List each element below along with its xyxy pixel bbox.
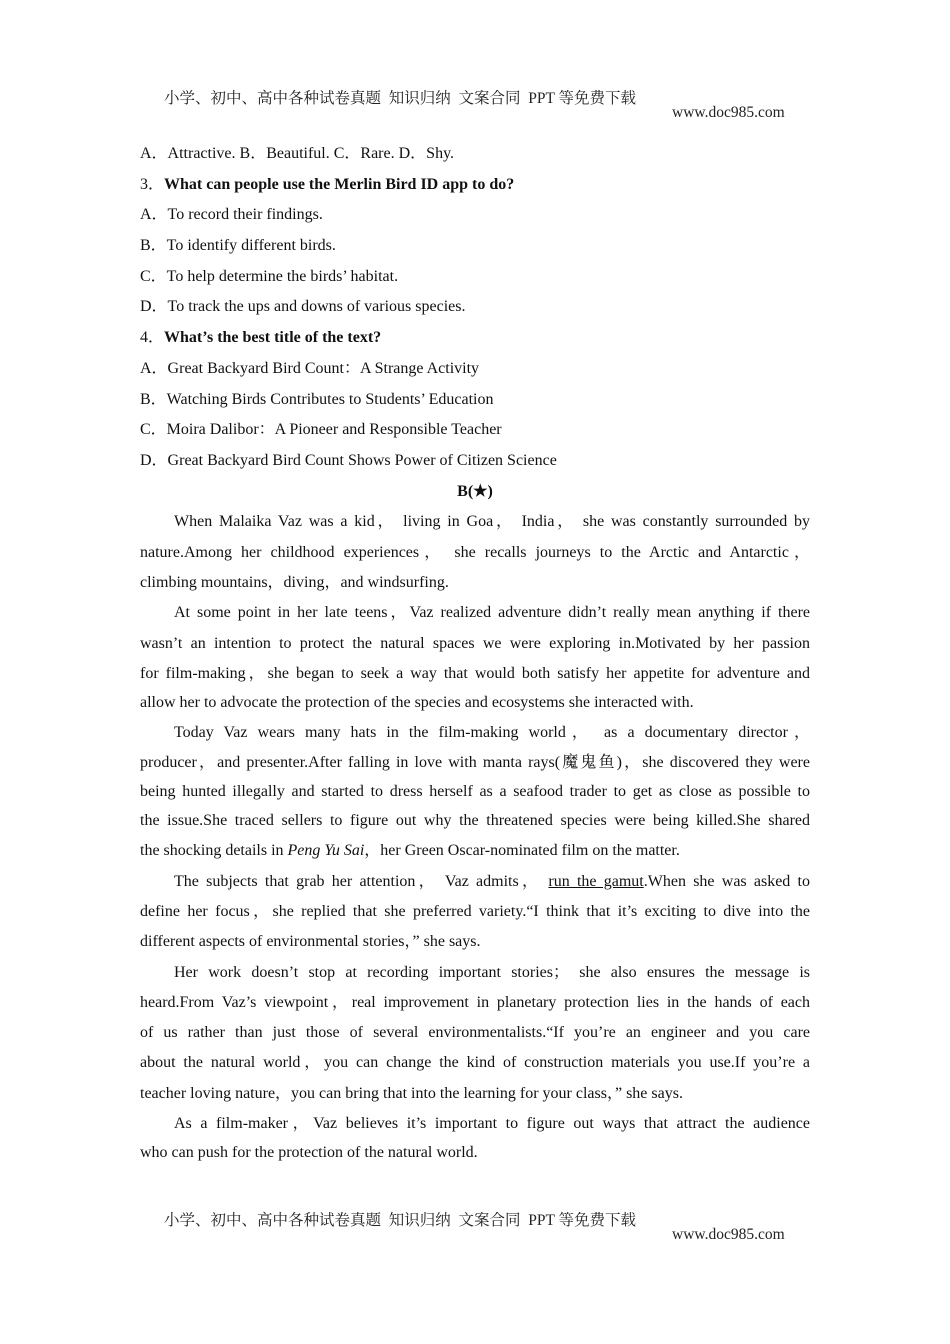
footer-url: www.doc985.com	[672, 1226, 785, 1243]
paragraph-line: about the natural world，you can change the kind of construction materials you use.If you’re a	[140, 1054, 810, 1071]
underlined-phrase: run the gamut	[548, 873, 644, 890]
paragraph-line: heard.From Vaz’s viewpoint，real improvement in planetary protection lies in the hands of each	[140, 994, 810, 1011]
q3-option-d: D．To track the ups and downs of various species.	[140, 298, 466, 315]
paragraph-line: At some point in her late teens，Vaz realized adventure didn’t really mean anything if there	[174, 604, 810, 621]
page-footer	[0, 1190, 950, 1244]
page-header	[0, 68, 950, 122]
paragraph-line: teacher loving nature，you can bring that into the learning for your class，” she says.	[140, 1085, 683, 1102]
paragraph-line: Her work doesn’t stop at recording important stories； she also ensures the message is	[174, 964, 810, 981]
paragraph-line: Today Vaz wears many hats in the film-making world， as a documentary director，	[174, 724, 810, 741]
paragraph-line: As a film-maker，Vaz believes it’s important to figure out ways that attract the audience	[174, 1115, 810, 1132]
paragraph-line: for film-making，she began to seek a way that would both satisfy her appetite for adventure and	[140, 665, 810, 682]
paragraph-line: When Malaika Vaz was a kid， living in Goa， India， she was constantly surrounded by	[174, 513, 810, 530]
paragraph-line: wasn’t an intention to protect the natural spaces we were exploring in.Motivated by her passion	[140, 635, 810, 652]
q3-option-b: B．To identify different birds.	[140, 237, 336, 254]
paragraph-line: producer，and presenter.After falling in love with manta rays(魔鬼鱼)，she discovered they were	[140, 754, 810, 771]
q2-options: A．Attractive. B．Beautiful. C．Rare. D．Shy.	[140, 145, 455, 162]
paragraph-line: nature.Among her childhood experiences， she recalls journeys to the Arctic and Antarctic，	[140, 544, 810, 561]
header-url: www.doc985.com	[672, 104, 785, 121]
paragraph-line: climbing mountains，diving，and windsurfing.	[140, 574, 449, 591]
paragraph-line: the issue.She traced sellers to figure out why the threatened species were being killed.She shared	[140, 812, 810, 829]
question-3	[140, 175, 810, 195]
q4-option-b: B．Watching Birds Contributes to Students’ Education	[140, 391, 494, 408]
paragraph-line: who can push for the protection of the natural world.	[140, 1144, 478, 1161]
q3-option-a: A．To record their findings.	[140, 206, 323, 223]
footer-text: 小学、初中、高中各种试卷真题 知识归纳 文案合同 PPT 等免费下载	[164, 1212, 637, 1229]
paragraph-line: define her focus，she replied that she preferred variety.“I think that it’s exciting to dive into the	[140, 903, 810, 920]
paragraph-line	[174, 872, 810, 892]
section-b-title: B(★)	[457, 483, 493, 500]
question-number: 3．	[140, 176, 165, 193]
paragraph-line	[140, 841, 810, 861]
q3-option-c: C．To help determine the birds’ habitat.	[140, 268, 399, 285]
question-number: 4．	[140, 329, 165, 346]
question-text: What’s the best title of the text?	[164, 329, 382, 346]
header-text: 小学、初中、高中各种试卷真题 知识归纳 文案合同 PPT 等免费下载	[164, 90, 637, 107]
film-title: Peng Yu Sai	[287, 842, 365, 859]
q4-option-d: D．Great Backyard Bird Count Shows Power of Citizen Science	[140, 452, 557, 469]
text-run: .When she was asked to	[643, 873, 810, 890]
q4-option-a: A．Great Backyard Bird Count：A Strange Activity	[140, 360, 480, 377]
paragraph-line: of us rather than just those of several environmentalists.“If you’re an engineer and you care	[140, 1024, 810, 1041]
question-text: What can people use the Merlin Bird ID app to do?	[164, 176, 515, 193]
q4-option-c: C．Moira Dalibor：A Pioneer and Responsible Teacher	[140, 421, 502, 438]
text-run: the shocking details in	[140, 842, 288, 859]
paragraph-line: being hunted illegally and started to dress herself as a seafood trader to get as close as possible to	[140, 783, 810, 800]
paragraph-line: allow her to advocate the protection of the species and ecosystems she interacted with.	[140, 694, 694, 711]
paragraph-line: different aspects of environmental stories，” she says.	[140, 933, 481, 950]
text-run: ，her Green Oscar-nominated film on the matter.	[364, 842, 680, 859]
question-4	[140, 328, 810, 348]
text-run: The subjects that grab her attention， Vaz admits，	[174, 873, 549, 890]
